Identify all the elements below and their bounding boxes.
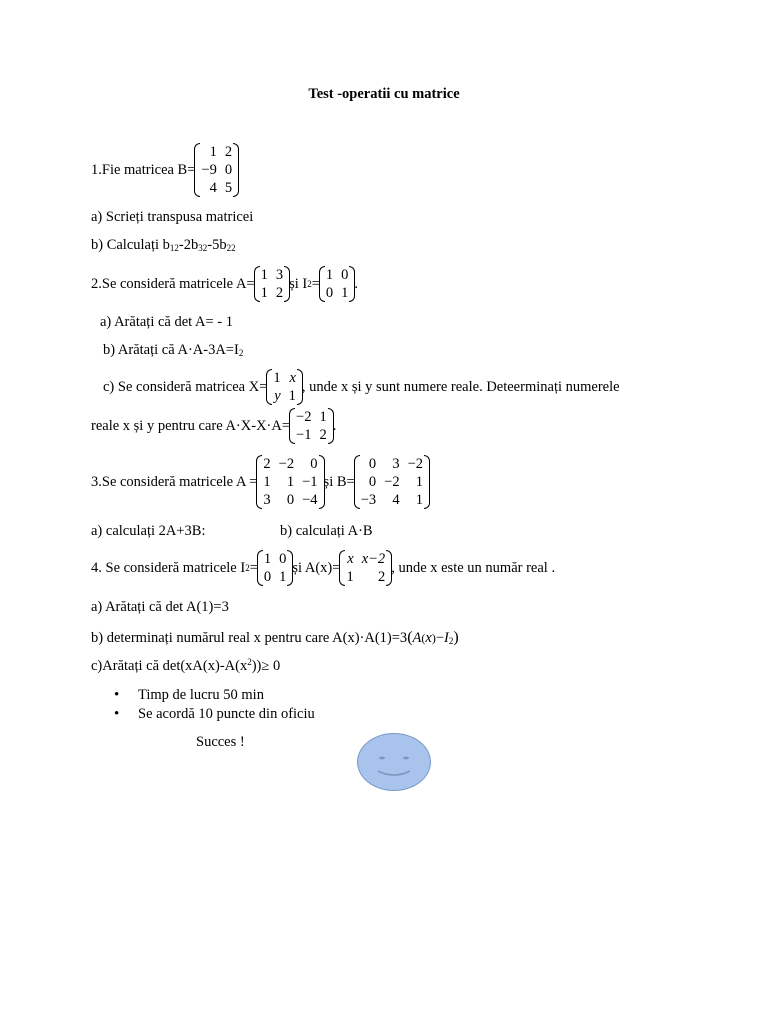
q3-statement <box>91 455 429 509</box>
matrix-cell: 2 <box>263 456 271 472</box>
matrix-cell: 2 <box>275 285 284 301</box>
q2-eq: = <box>311 275 320 292</box>
matrix-cell: 1 <box>325 267 334 283</box>
q1-part-b <box>91 237 236 254</box>
matrix-cell: 1 <box>209 144 217 160</box>
matrix-cell: −2 <box>384 474 400 490</box>
q1-prefix: 1.Fie matricea B= <box>91 161 196 178</box>
q2-b-sub: 2 <box>238 348 244 358</box>
q2-part-b <box>103 342 243 359</box>
matrix-cell: −1 <box>296 427 312 443</box>
smiley-face-icon <box>357 733 431 791</box>
matrix-cell: x <box>289 370 296 386</box>
matrix-cell: 1 <box>263 474 271 490</box>
q2-c-suffix: , unde x și y sunt numere reale. Deteerminați numerele <box>301 378 620 395</box>
matrix-cell: 1 <box>273 370 281 386</box>
matrix-i2 <box>322 266 353 302</box>
matrix-cell: 1 <box>263 551 272 567</box>
q4-part-a: a) Arătați că det A(1)=3 <box>91 599 229 615</box>
q1-b-op-1: -2b <box>178 237 199 253</box>
matrix-right-bracket <box>349 266 355 302</box>
notes-list <box>114 686 315 724</box>
q2-statement: 2.Se consideră matricele A= 1 3 1 2 și I 2 = 1 0 0 1 . <box>91 267 359 301</box>
matrix-right-bracket <box>319 455 325 509</box>
q2-c2-end: . <box>332 417 337 434</box>
matrix-cell: 1 <box>346 569 354 585</box>
matrix-left-bracket <box>319 266 325 302</box>
q2-part-c-line2 <box>91 408 336 444</box>
matrix-left-bracket <box>339 550 345 586</box>
matrix-cell: 3 <box>392 456 400 472</box>
note-item: • Se acordă 10 puncte din oficiu <box>114 705 315 724</box>
q3-and-b: și B= <box>323 473 355 490</box>
q4-b-expr-i: I <box>444 630 449 646</box>
q3-prefix: 3.Se consideră matricele A = <box>91 473 258 490</box>
matrix-b <box>197 143 236 197</box>
matrix-result <box>292 408 331 444</box>
q2-c2-prefix: reale x și y pentru care A·X-X·A= <box>91 417 291 434</box>
q1-statement <box>91 143 238 197</box>
q4-and-a: și A(x)= <box>292 559 341 576</box>
q4-b-prefix: b) determinați numărul real x pentru care A(x)·A(1)=3 <box>91 630 408 646</box>
matrix-cell: −1 <box>302 474 318 490</box>
matrix-cell: 0 <box>263 569 272 585</box>
q1-b-sub-1: 12 <box>169 243 179 253</box>
q4-prefix: 4. Se consideră matricele I <box>91 559 246 576</box>
matrix-cell: 0 <box>325 285 334 301</box>
matrix-cell: x <box>347 551 354 567</box>
matrix-a3 <box>259 455 321 509</box>
q2-b-prefix: b) Arătați că A·A-3A=I <box>103 342 239 358</box>
matrix-cell: 1 <box>319 409 327 425</box>
matrix-cell: 1 <box>260 285 268 301</box>
matrix-cell: −2 <box>278 456 295 472</box>
q2-part-a: a) Arătați că det A= - 1 <box>100 314 233 330</box>
q4-part-b: b) determinați numărul real x pentru care $A(x)\cdot A(1)=3(A(x)-I_2)$ <box>91 629 459 646</box>
matrix-a <box>257 266 288 302</box>
q4-b-expr-sub: 2 <box>448 636 454 646</box>
matrix-left-bracket <box>257 550 263 586</box>
matrix-cell: −4 <box>302 492 318 508</box>
matrix-i2-q4 <box>260 550 291 586</box>
q2-part-c <box>103 369 620 405</box>
matrix-cell: 1 <box>415 474 424 490</box>
q3-part-a: a) calculați 2A+3B: <box>91 523 206 539</box>
matrix-cell: −2 <box>296 409 312 425</box>
q3-part-b: b) calculați A·B <box>280 523 373 539</box>
matrix-cell: 0 <box>279 551 287 567</box>
matrix-right-bracket <box>284 266 290 302</box>
q1-b-prefix: b) Calculați b <box>91 237 170 253</box>
matrix-cell: 5 <box>224 180 233 196</box>
q4-suffix: , unde x este un număr real . <box>391 559 556 576</box>
q4-eq: = <box>249 559 258 576</box>
matrix-b3 <box>357 455 427 509</box>
matrix-cell: −9 <box>201 162 217 178</box>
matrix-cell: y <box>274 388 281 404</box>
matrix-left-bracket <box>354 455 360 509</box>
matrix-cell: 0 <box>368 456 377 472</box>
matrix-cell: 0 <box>368 474 377 490</box>
matrix-cell: 3 <box>263 492 271 508</box>
matrix-ax <box>342 550 389 586</box>
q4-b-expr-a: A <box>412 630 422 646</box>
page-title: Test -operatii cu matrice <box>308 86 460 102</box>
matrix-cell: 1 <box>279 569 287 585</box>
q1-part-a: a) Scrieți transpusa matricei <box>91 209 254 225</box>
matrix-left-bracket <box>256 455 262 509</box>
matrix-left-bracket <box>266 369 272 405</box>
matrix-cell: 1 <box>288 388 296 404</box>
matrix-right-bracket <box>328 408 334 444</box>
matrix-left-bracket <box>254 266 260 302</box>
matrix-cell: 0 <box>224 162 233 178</box>
q1-b-sub-3: 22 <box>226 243 236 253</box>
q4-b-expr-x: x <box>425 630 432 646</box>
q4-c-sup: 2 <box>247 657 252 667</box>
matrix-right-bracket <box>424 455 430 509</box>
matrix-cell: x−2 <box>361 551 386 567</box>
q4-c-suffix: ))≥ 0 <box>251 658 281 674</box>
matrix-cell: −3 <box>360 492 377 508</box>
matrix-right-bracket <box>386 550 392 586</box>
matrix-cell: −2 <box>407 456 424 472</box>
q2-and-i: și I <box>289 275 308 292</box>
matrix-cell: 4 <box>392 492 400 508</box>
matrix-left-bracket <box>194 143 200 197</box>
q4-c-prefix: c)Arătați că det(xA(x)-A(x <box>91 658 248 674</box>
matrix-cell: 2 <box>319 427 327 443</box>
q4-statement: 4. Se consideră matricele I 2 = 1 0 0 1 și A(x)= x x−2 1 2 , unde x este un număr real . <box>91 551 556 585</box>
closing-text: Succes ! <box>196 734 245 750</box>
q2-end: . <box>354 275 359 292</box>
q1-b-sub-2: 32 <box>198 243 208 253</box>
q4-part-c <box>91 658 280 675</box>
q4-b-expr-minus: − <box>435 630 444 646</box>
matrix-cell: 2 <box>224 144 233 160</box>
matrix-cell: 2 <box>377 569 386 585</box>
matrix-right-bracket <box>287 550 293 586</box>
matrix-cell: 1 <box>415 492 424 508</box>
q2-c-prefix: c) Se consideră matricea X= <box>103 378 268 395</box>
matrix-left-bracket <box>289 408 295 444</box>
note-item: • Timp de lucru 50 min <box>114 686 315 705</box>
matrix-cell: 3 <box>275 267 284 283</box>
matrix-cell: 0 <box>341 267 349 283</box>
q2-prefix: 2.Se consideră matricele A= <box>91 275 255 292</box>
matrix-right-bracket <box>297 369 303 405</box>
matrix-cell: 1 <box>286 474 295 490</box>
matrix-cell: 1 <box>341 285 349 301</box>
matrix-cell: 1 <box>260 267 268 283</box>
matrix-x <box>269 369 300 405</box>
matrix-cell: 0 <box>286 492 295 508</box>
q1-b-op-2: -5b <box>207 237 227 253</box>
matrix-right-bracket <box>233 143 239 197</box>
matrix-cell: 0 <box>310 456 318 472</box>
matrix-cell: 4 <box>209 180 217 196</box>
